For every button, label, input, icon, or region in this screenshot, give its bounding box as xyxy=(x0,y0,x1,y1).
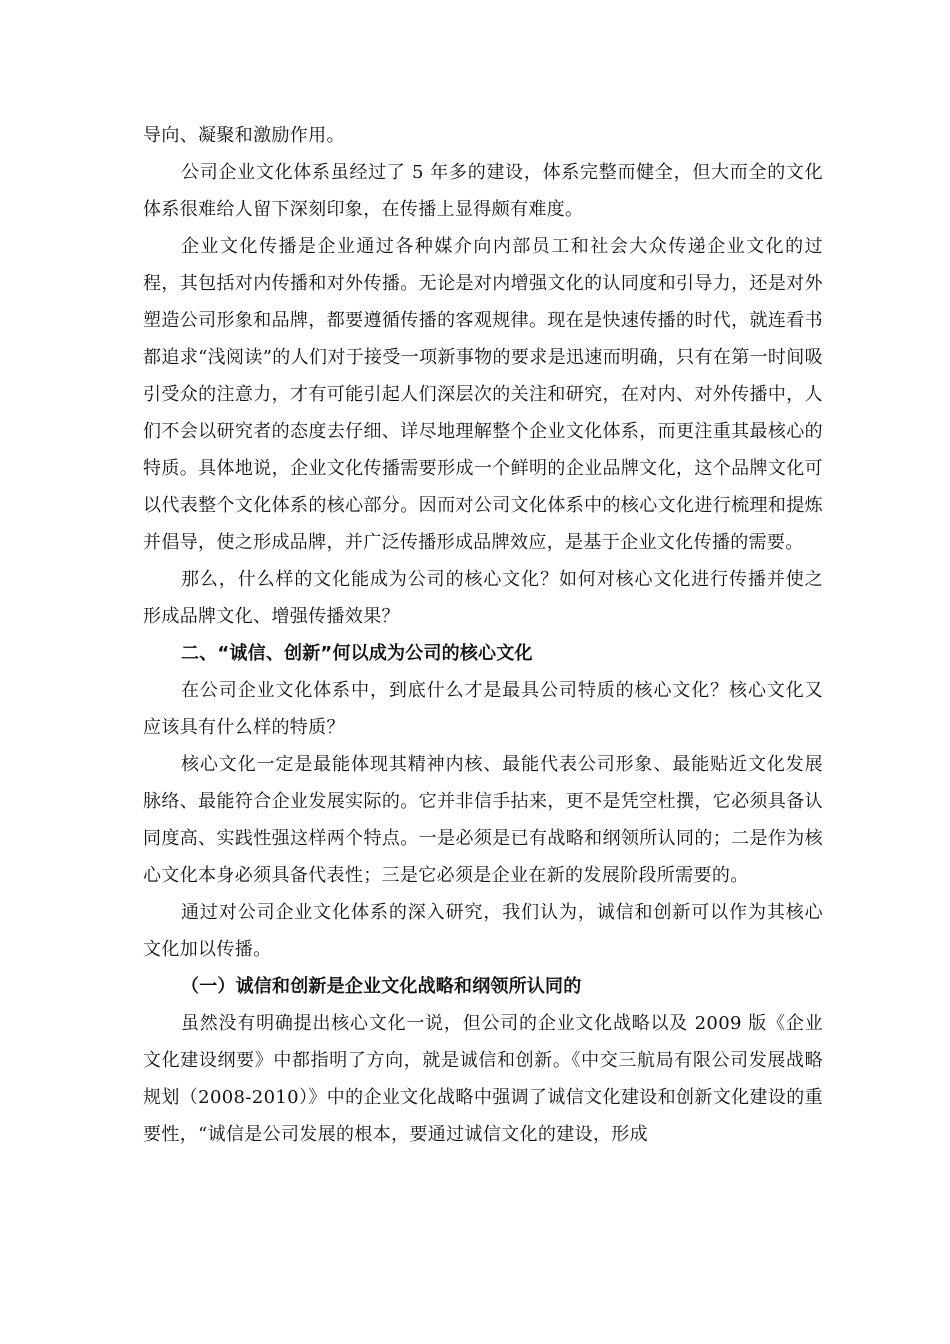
paragraph-strategy: 虽然没有明确提出核心文化一说，但公司的企业文化战略以及 2009 版《企业文化建设纲要》中都指明了方向，就是诚信和创新。《中交三航局有限公司发展战略规划（2008-2010）》中的企业文化战略中强调了诚信文化建设和创新文化建设的重要性，“诚信是公司发展的根本，要通过诚信文化的建设，形成 xyxy=(143,1013,823,1145)
paragraph-question: 那么，什么样的文化能成为公司的核心文化？如何对核心文化进行传播并使之形成品牌文化、增强传播效果？ xyxy=(143,569,823,627)
paragraph-continuation: 导向、凝聚和激励作用。 xyxy=(143,125,345,146)
section-heading-core-culture: 二、“诚信、创新”何以成为公司的核心文化 xyxy=(181,643,533,664)
paragraph-core-culture-question: 在公司企业文化体系中，到底什么才是最具公司特质的核心文化？核心文化又应该具有什么样的特质？ xyxy=(143,680,823,738)
paragraph-conclusion: 通过对公司企业文化体系的深入研究，我们认为，诚信和创新可以作为其核心文化加以传播。 xyxy=(143,902,823,960)
paragraph-core-culture-traits: 核心文化一定是最能体现其精神内核、最能代表公司形象、最能贴近文化发展脉络、最能符合企业发展实际的。它并非信手拈来，更不是凭空杜撰，它必须具备认同度高、实践性强这样两个特点。一是必须是已有战略和纲领所认同的；二是作为核心文化本身必须具备代表性；三是它必须是企业在新的发展阶段所需要的。 xyxy=(143,754,823,886)
subsection-heading-strategy: （一）诚信和创新是企业文化战略和纲领所认同的 xyxy=(181,976,582,997)
document-body xyxy=(143,117,823,1153)
paragraph-culture-system: 公司企业文化体系虽经过了 5 年多的建设，体系完整而健全，但大而全的文化体系很难给人留下深刻印象，在传播上显得颇有难度。 xyxy=(143,162,823,220)
paragraph-culture-communication: 企业文化传播是企业通过各种媒介向内部员工和社会大众传递企业文化的过程，其包括对内传播和对外传播。无论是对内增强文化的认同度和引导力，还是对外塑造公司形象和品牌，都要遵循传播的客观规律。现在是快速传播的时代，就连看书都追求“浅阅读”的人们对于接受一项新事物的要求是迅速而明确，只有在第一时间吸引受众的注意力，才有可能引起人们深层次的关注和研究，在对内、对外传播中，人们不会以研究者的态度去仔细、详尽地理解整个企业文化体系，而更注重其最核心的特质。具体地说，企业文化传播需要形成一个鲜明的企业品牌文化，这个品牌文化可以代表整个文化体系的核心部分。因而对公司文化体系中的核心文化进行梳理和提炼并倡导，使之形成品牌，并广泛传播形成品牌效应，是基于企业文化传播的需要。 xyxy=(143,236,823,553)
